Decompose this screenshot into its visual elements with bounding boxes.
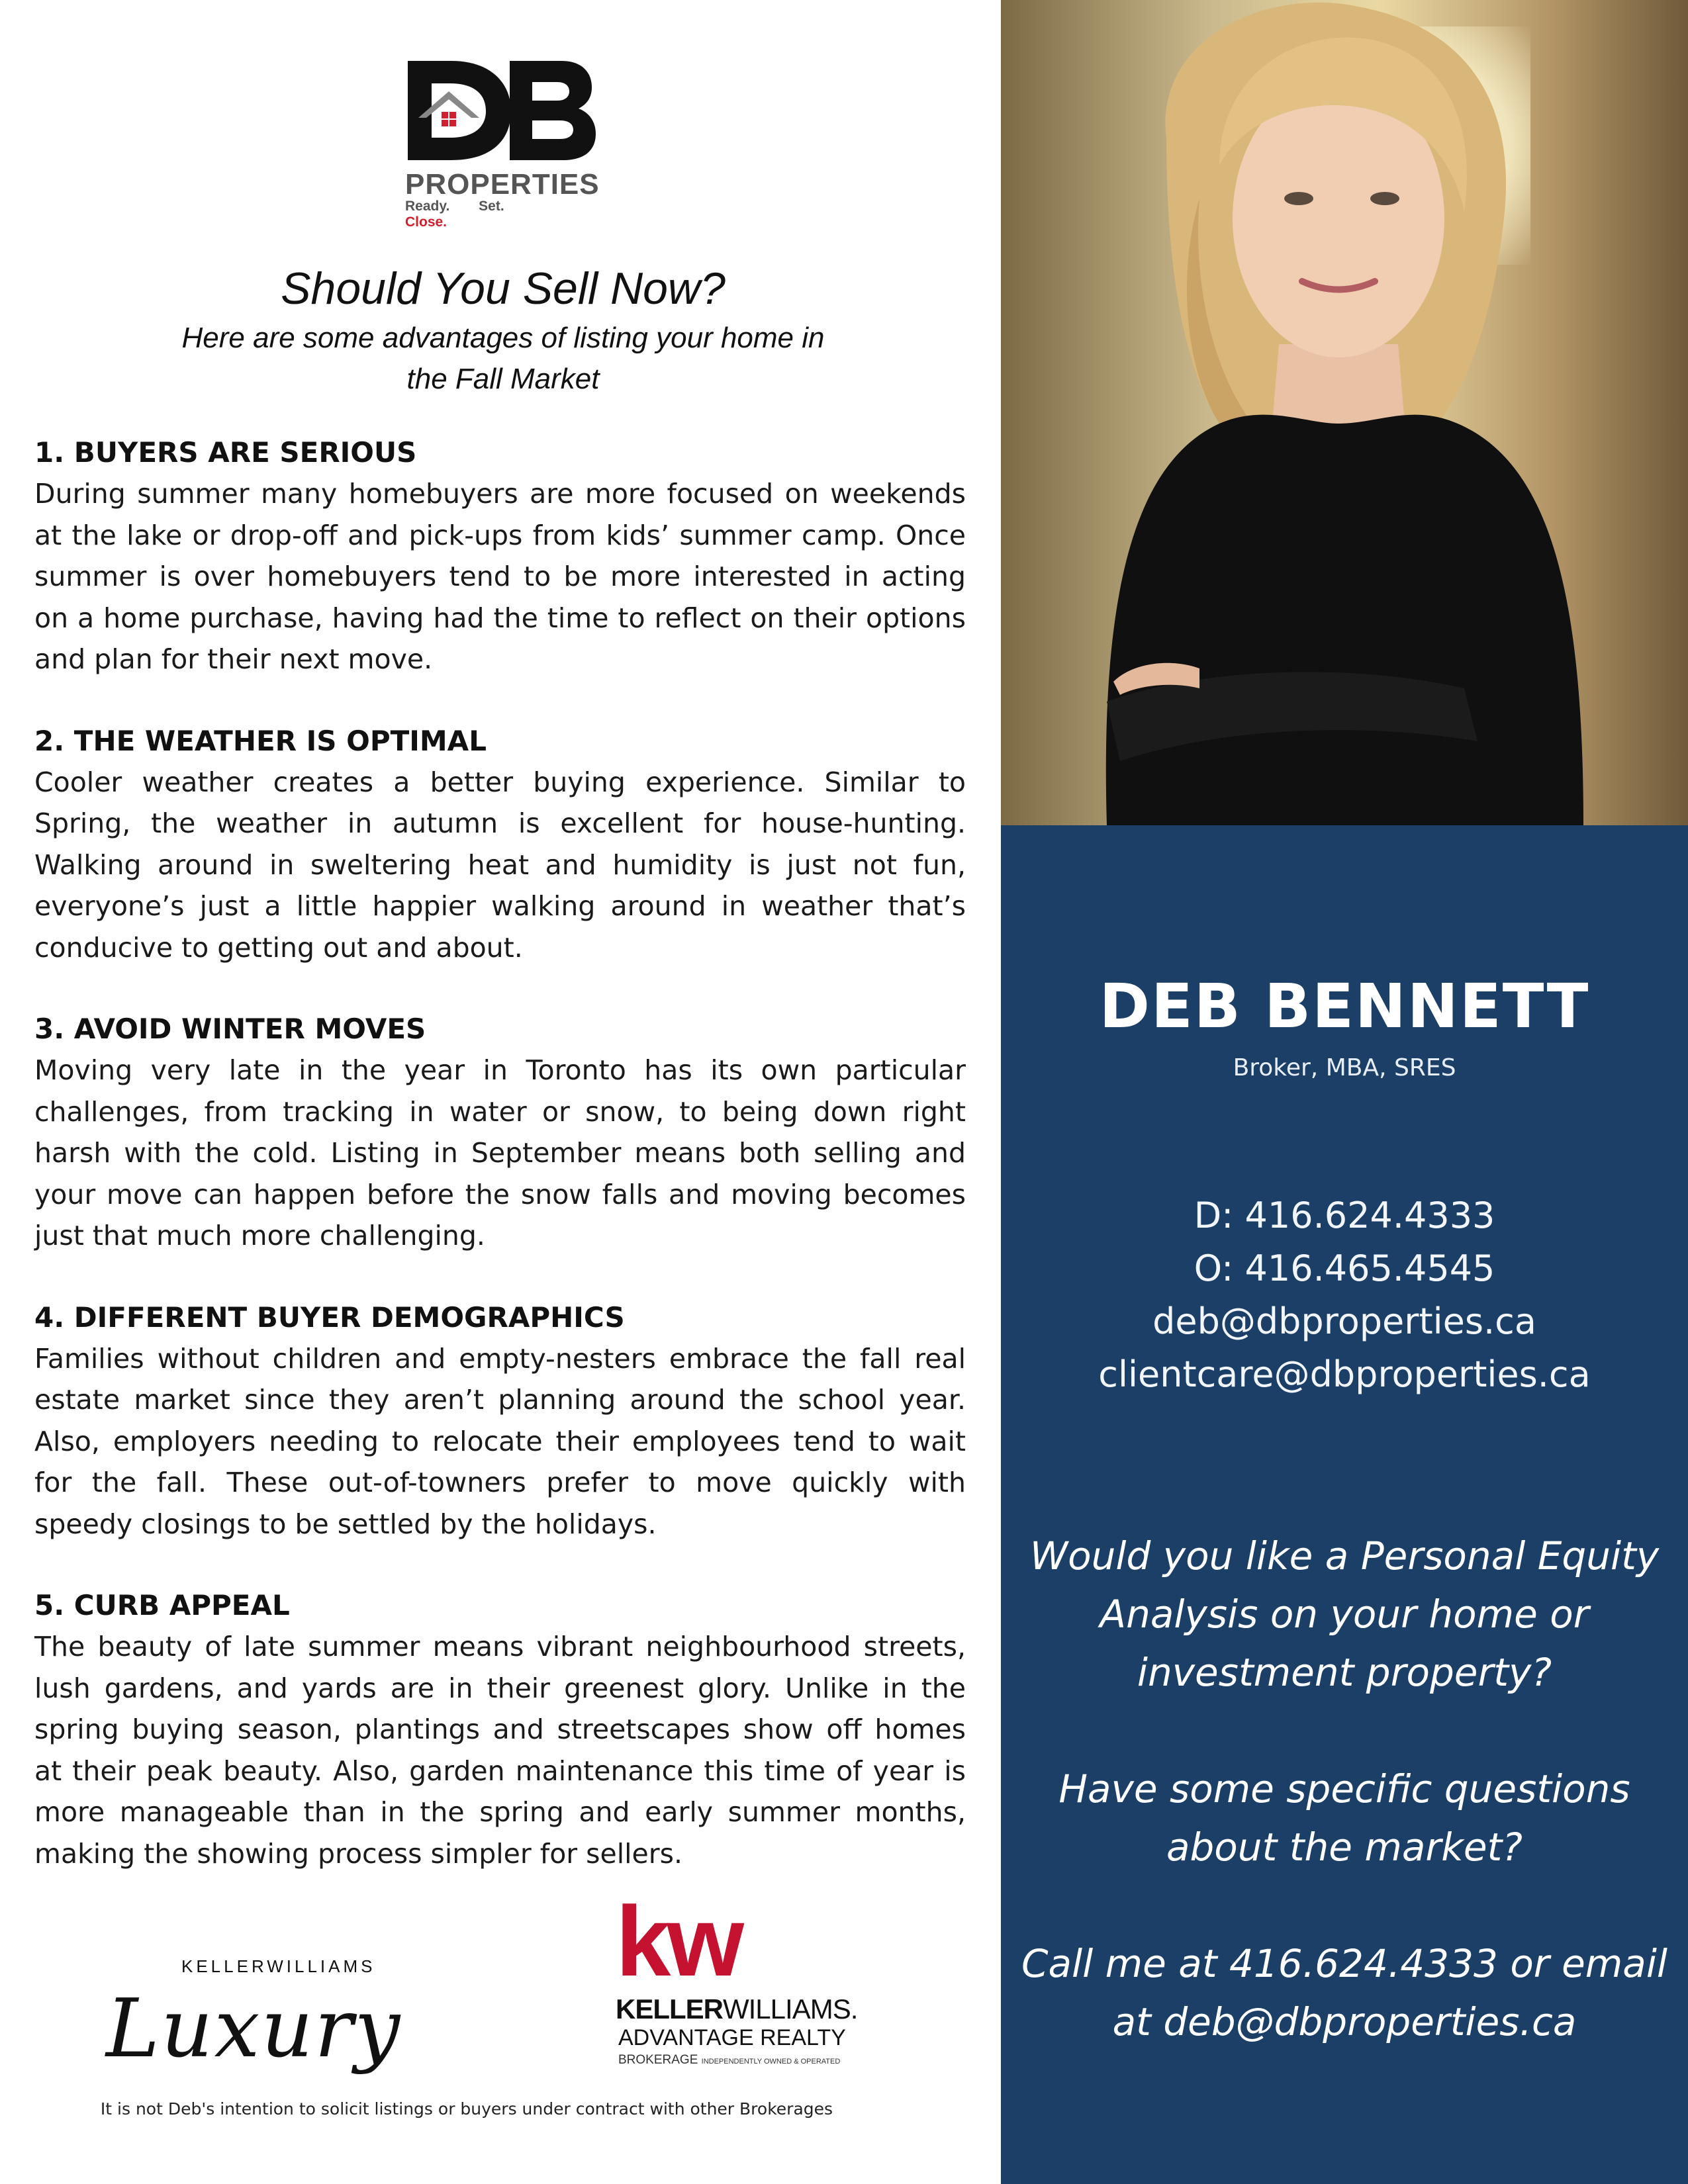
luxury-logo-small-text: KELLERWILLIAMS bbox=[181, 1956, 376, 1976]
advantage-heading: 2. THE WEATHER IS OPTIMAL bbox=[34, 724, 487, 757]
advantage-heading: 3. AVOID WINTER MOVES bbox=[34, 1013, 426, 1045]
advantage-body: Moving very late in the year in Toronto has its own particular challenges, from tracking in water or snow, to being down right harsh with the cold. Listing in September means both selling and your move can happen before the snow falls and moving becomes just that much more challenging. bbox=[34, 1054, 966, 1251]
cta-contact-line: Call me at 416.624.4333 or email at deb@dbproperties.ca bbox=[1021, 1941, 1668, 2044]
advantage-body: During summer many homebuyers are more focused on weekends at the lake or drop-off and pick-ups from kids’ summer camp. Once summer is over homebuyers tend to be more interested in acting on a home purchase, having had the time to reflect on their options and plan for their next move. bbox=[34, 478, 966, 675]
tagline-set: Set. bbox=[479, 199, 504, 214]
kw-brokerage: BROKERAGE bbox=[618, 2053, 698, 2067]
headline bbox=[99, 262, 907, 400]
advantage-heading: 1. BUYERS ARE SERIOUS bbox=[34, 436, 417, 469]
keller-williams-advantage-logo bbox=[616, 1886, 894, 2069]
cta-market-questions: Have some specific questions about the market? bbox=[1058, 1766, 1630, 1870]
advantage-item bbox=[34, 1585, 966, 1874]
tagline-ready: Ready. bbox=[405, 199, 450, 214]
kw-mark: kw bbox=[616, 1886, 741, 1997]
advantage-heading: 5. CURB APPEAL bbox=[34, 1589, 290, 1621]
client-care-email: clientcare@dbproperties.ca bbox=[1098, 1353, 1591, 1395]
advantage-item bbox=[34, 1009, 966, 1257]
flyer-right-column bbox=[1001, 0, 1688, 2184]
cta-equity-analysis: Would you like a Personal Equity Analysis on your home or investment property? bbox=[1029, 1533, 1660, 1695]
advantage-body: The beauty of late summer means vibrant neighbourhood streets, lush gardens, and yards are in their greenest glory. Unlike in the spring buying season, plantings and streetscapes show off homes at their peak beauty. Also, garden maintenance this time of year is more manageable than in the spring and early summer months, making the showing process simpler for sellers. bbox=[34, 1631, 966, 1870]
db-properties-logo bbox=[405, 57, 600, 230]
agent-name: DEB BENNETT bbox=[1099, 971, 1590, 1042]
agent-credentials: Broker, MBA, SRES bbox=[1233, 1054, 1456, 1081]
kw-wordmark-thin: WILLIAMS. bbox=[723, 1993, 858, 2025]
db-logo-mark bbox=[405, 57, 597, 163]
agent-contact-panel bbox=[1001, 825, 1688, 2184]
advantages-list bbox=[34, 432, 966, 1915]
agent-portrait-figure bbox=[1001, 0, 1688, 825]
kw-wordmark-bold: KELLER bbox=[616, 1993, 723, 2025]
agent-contact-info bbox=[1001, 1189, 1688, 1401]
kw-wordmark bbox=[616, 1993, 857, 2025]
call-to-action bbox=[1021, 1527, 1668, 2109]
disclaimer: It is not Deb's intention to solicit listings or buyers under contract with other Brokerages bbox=[100, 2099, 833, 2118]
kw-office-name: ADVANTAGE REALTY bbox=[618, 2025, 846, 2050]
luxury-logo-script: Luxury bbox=[106, 1981, 402, 2075]
tagline-close: Close. bbox=[405, 214, 447, 230]
advantage-item bbox=[34, 721, 966, 969]
agent-email: deb@dbproperties.ca bbox=[1152, 1300, 1536, 1342]
headline-subtitle: Here are some advantages of listing your home in the Fall Market bbox=[181, 322, 825, 395]
kw-brokerage-line bbox=[618, 2053, 840, 2068]
agent-portrait bbox=[1001, 0, 1688, 825]
advantage-body: Cooler weather creates a better buying experience. Similar to Spring, the weather in autumn is excellent for house-hunting. Walking around in sweltering heat and humidity is just not fun, everyone’s just a little happier walking around in weather that’s conducive to getting out and about. bbox=[34, 766, 966, 964]
advantage-item bbox=[34, 1297, 966, 1545]
advantage-item bbox=[34, 432, 966, 680]
advantage-heading: 4. DIFFERENT BUYER DEMOGRAPHICS bbox=[34, 1300, 625, 1334]
kw-independent-note: INDEPENDENTLY OWNED & OPERATED bbox=[701, 2058, 841, 2066]
logo-brand-text: PROPERTIES bbox=[405, 168, 600, 201]
direct-phone: D: 416.624.4333 bbox=[1194, 1195, 1495, 1236]
logo-tagline bbox=[405, 199, 597, 230]
advantage-body: Families without children and empty-nesters embrace the fall real estate market since they aren’t planning around the school year. Also, employers needing to relocate their employees tend to wait for the fall. These out-of-towners prefer to move quickly with speedy closings to be settled by the holidays. bbox=[34, 1342, 966, 1540]
headline-title: Should You Sell Now? bbox=[281, 263, 726, 314]
office-phone: O: 416.465.4545 bbox=[1194, 1248, 1495, 1289]
keller-williams-luxury-logo bbox=[99, 1943, 483, 2075]
